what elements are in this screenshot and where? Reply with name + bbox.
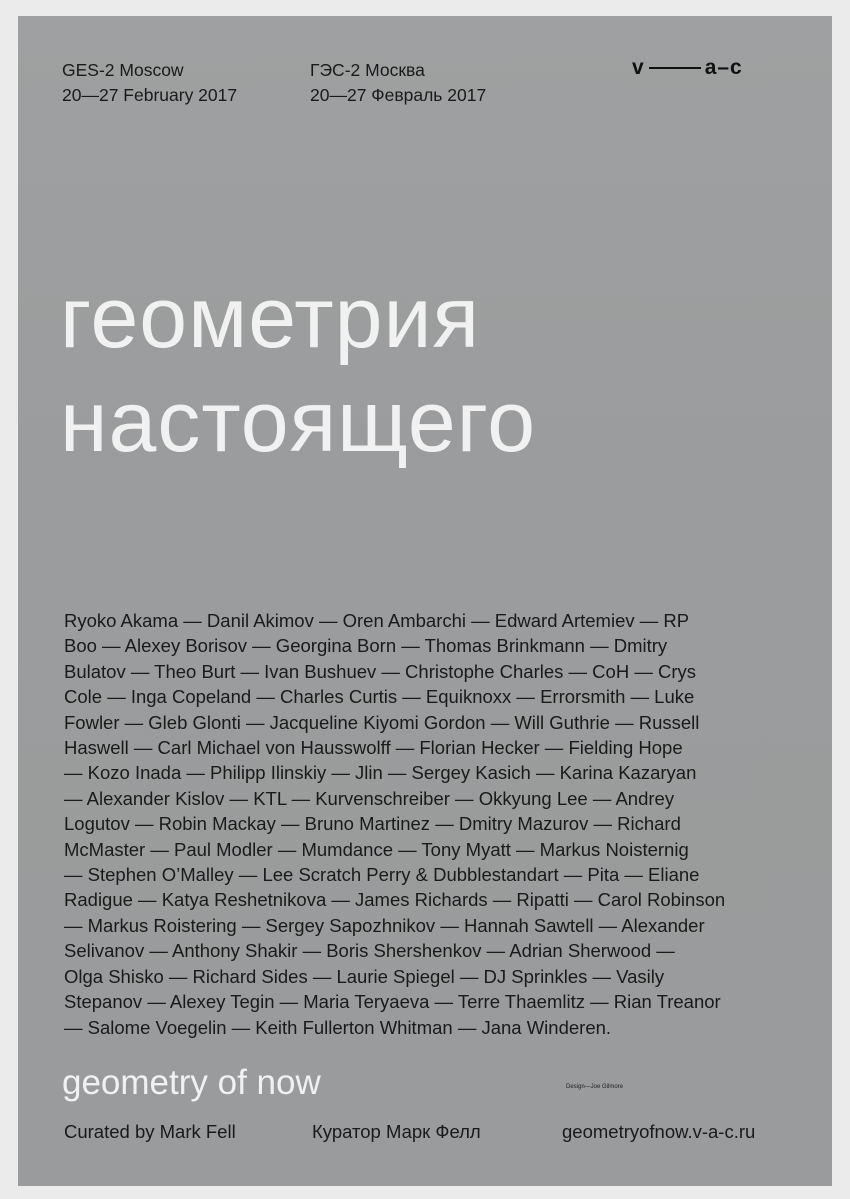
main-title — [60, 266, 536, 474]
artist-line: Cole — Inga Copeland — Charles Curtis — Equiknoxx — Errorsmith — Luke — [64, 686, 695, 708]
curator-ru: Куратор Марк Фелл — [312, 1121, 481, 1142]
artist-line: Logutov — Robin Mackay — Bruno Martinez — Dmitry Mazurov — Richard — [64, 813, 681, 835]
vac-logo — [632, 56, 743, 80]
dates-en: 20—27 February 2017 — [62, 85, 238, 105]
artist-line: Selivanov — Anthony Shakir — Boris Shershenkov — Adrian Sherwood — — [64, 940, 675, 962]
artist-list — [64, 608, 804, 1040]
artist-line: Bulatov — Theo Burt — Ivan Bushuev — Christophe Charles — CoH — Crys — [64, 660, 696, 682]
logo-line — [649, 67, 701, 69]
artist-line: — Kozo Inada — Philipp Ilinskiy — Jlin — Sergey Kasich — Karina Kazaryan — [64, 762, 697, 784]
artist-line: — Alexander Kislov — KTL — Kurvenschreiber — Okkyung Lee — Andrey — [64, 787, 675, 809]
dates-ru: 20—27 Февраль 2017 — [310, 85, 487, 105]
artist-line: — Salome Voegelin — Keith Fullerton Whitman — Jana Winderen. — [64, 1016, 612, 1038]
logo-v: v — [632, 56, 645, 79]
venue-en: GES-2 Moscow — [62, 60, 184, 80]
website-link[interactable]: geometryofnow.v-a-c.ru — [562, 1121, 756, 1142]
artist-line: Stepanov — Alexey Tegin — Maria Teryaeva — Terre Thaemlitz — Rian Treanor — [64, 991, 721, 1013]
curator-en: Curated by Mark Fell — [64, 1121, 236, 1142]
artist-line: — Markus Roistering — Sergey Sapozhnikov — Hannah Sawtell — Alexander — [64, 914, 705, 936]
artist-line: Olga Shisko — Richard Sides — Laurie Spiegel — DJ Sprinkles — Vasily — [64, 965, 665, 987]
artist-line: Haswell — Carl Michael von Hausswolff — Florian Hecker — Fielding Hope — [64, 737, 683, 759]
artist-line: Boo — Alexey Borisov — Georgina Born — Thomas Brinkmann — Dmitry — [64, 635, 668, 657]
artist-line: Radigue — Katya Reshetnikova — James Richards — Ripatti — Carol Robinson — [64, 889, 726, 911]
logo-ac: a–c — [704, 56, 743, 79]
artist-line: Ryoko Akama — Danil Akimov — Oren Ambarchi — Edward Artemiev — RP — [64, 610, 690, 631]
header-russian — [310, 58, 486, 108]
title-line-2: настоящего — [60, 374, 537, 470]
artist-line: McMaster — Paul Modler — Mumdance — Tony Myatt — Markus Noisternig — [64, 838, 689, 860]
artist-line: Fowler — Gleb Glonti — Jacqueline Kiyomi Gordon — Will Guthrie — Russell — [64, 711, 700, 733]
design-credit: Design—Joe Gilmore — [566, 1084, 624, 1090]
header-english — [62, 58, 237, 108]
title-line-1: геометрия — [60, 270, 481, 366]
venue-ru: ГЭС-2 Москва — [310, 60, 425, 80]
poster — [18, 16, 832, 1186]
subtitle: geometry of now — [62, 1063, 321, 1102]
artist-line: — Stephen O’Malley — Lee Scratch Perry & Dubblestandart — Pita — Eliane — [64, 864, 700, 886]
